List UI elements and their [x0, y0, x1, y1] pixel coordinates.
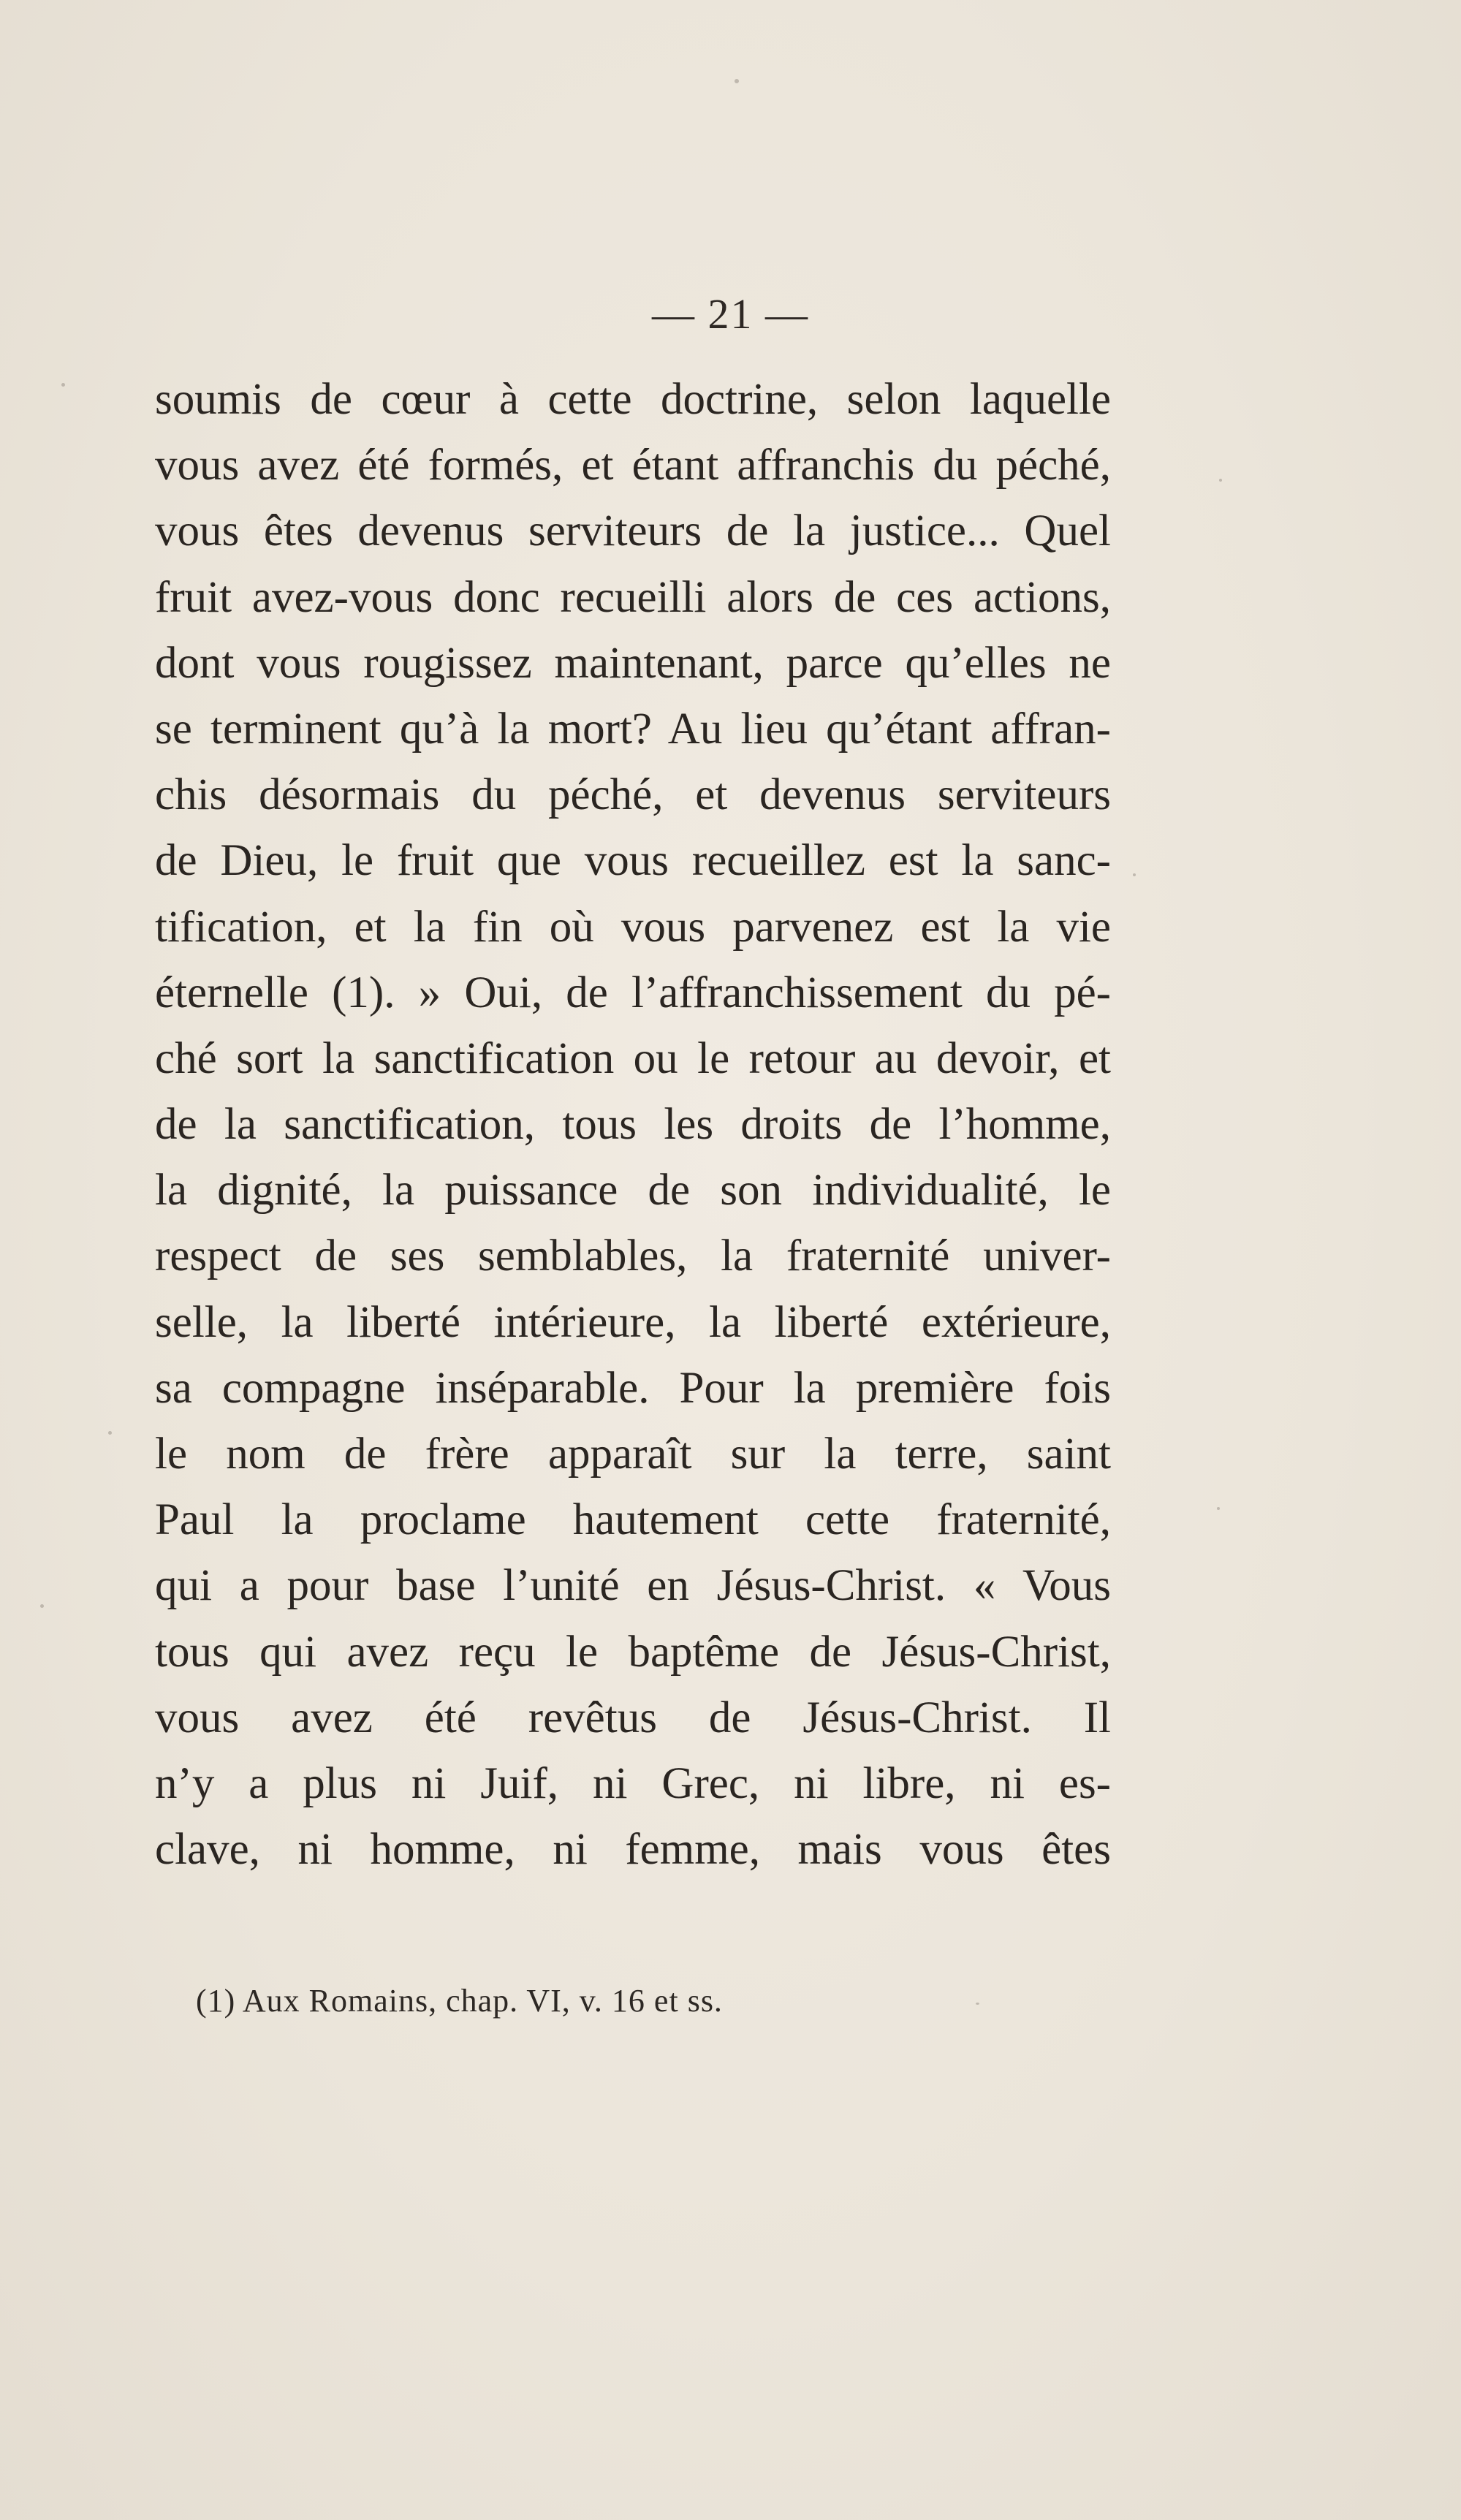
- paper-speck: [1217, 1507, 1220, 1510]
- text-line: vous êtes devenus serviteurs de la justice... Quel: [155, 506, 1111, 556]
- paper-speck: [735, 79, 739, 83]
- text-line: respect de ses semblables, la fraternité univer-: [155, 1231, 1111, 1281]
- text-line: la dignité, la puissance de son individualité, le: [155, 1166, 1111, 1215]
- footnote: (1) Aux Romains, chap. VI, v. 16 et ss.: [196, 1983, 723, 2019]
- text-line: dont vous rougissez maintenant, parce qu’elles ne: [155, 638, 1111, 688]
- paper-speck: [108, 1431, 112, 1435]
- paper-speck: [1219, 479, 1222, 482]
- text-line: vous avez été revêtus de Jésus-Christ. Il: [155, 1693, 1111, 1742]
- paper-speck: [1133, 873, 1136, 876]
- text-line: tous qui avez reçu le baptême de Jésus-Christ,: [155, 1627, 1111, 1677]
- text-line: qui a pour base l’unité en Jésus-Christ. « Vous: [155, 1561, 1111, 1611]
- text-line: chis désormais du péché, et devenus serviteurs: [155, 770, 1111, 820]
- text-line: le nom de frère apparaît sur la terre, saint: [155, 1430, 1111, 1479]
- text-line: ché sort la sanctification ou le retour au devoir, et: [155, 1033, 1111, 1083]
- text-line: clave, ni homme, ni femme, mais vous êtes: [155, 1825, 1111, 1875]
- paper-speck: [61, 383, 65, 387]
- text-line: selle, la liberté intérieure, la liberté extérieure,: [155, 1297, 1111, 1347]
- text-line: n’y a plus ni Juif, ni Grec, ni libre, ni es-: [155, 1758, 1111, 1808]
- text-line: fruit avez-vous donc recueilli alors de ces actions,: [155, 572, 1111, 622]
- text-line: éternelle (1). » Oui, de l’affranchissement du pé-: [155, 968, 1111, 1017]
- text-line: de la sanctification, tous les droits de l’homme,: [155, 1100, 1111, 1150]
- page-number: — 21 —: [652, 290, 809, 338]
- text-line: soumis de cœur à cette doctrine, selon laquelle: [155, 375, 1111, 424]
- text-line: sa compagne inséparable. Pour la première fois: [155, 1363, 1111, 1413]
- text-line: Paul la proclame hautement cette fraternité,: [155, 1495, 1111, 1545]
- text-line: se terminent qu’à la mort? Au lieu qu’étant affran-: [155, 704, 1111, 754]
- text-line: tification, et la fin où vous parvenez est la vie: [155, 902, 1111, 952]
- paper-speck: [976, 2003, 979, 2005]
- text-line: vous avez été formés, et étant affranchis du péché,: [155, 441, 1111, 490]
- body-text: [155, 367, 1111, 1883]
- paper-speck: [40, 1604, 44, 1608]
- text-line: de Dieu, le fruit que vous recueillez est la sanc-: [155, 836, 1111, 886]
